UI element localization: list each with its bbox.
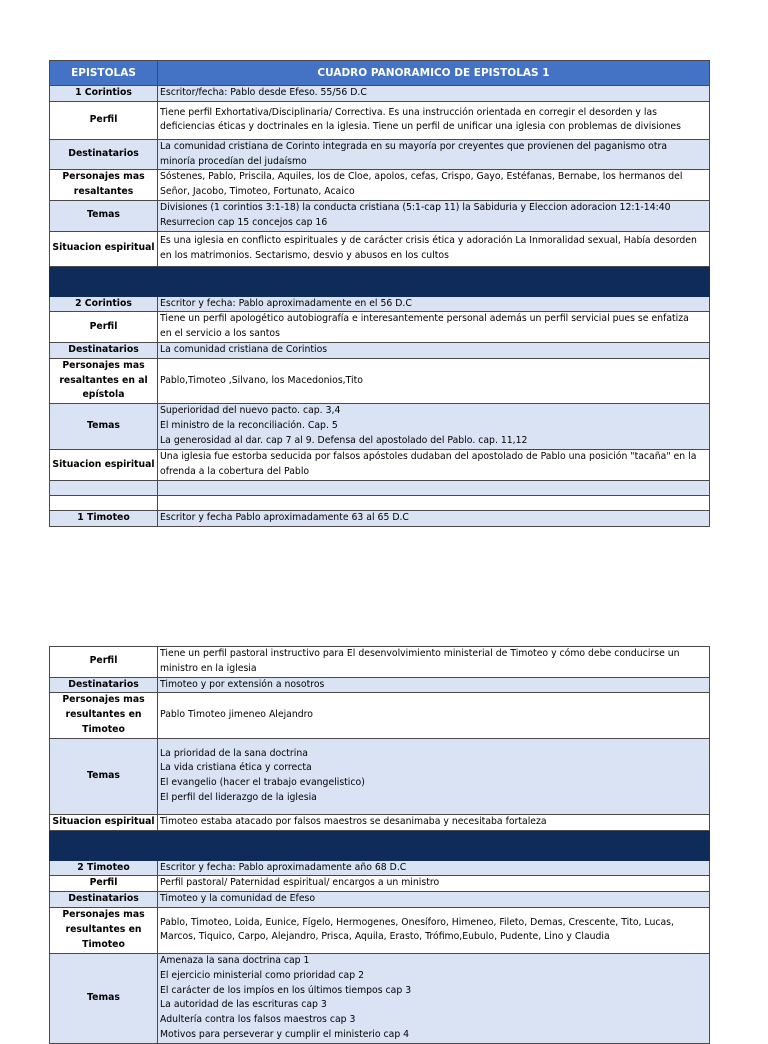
text-line: La autoridad de las escrituras cap 3: [160, 999, 327, 1011]
label-line: Timoteo: [82, 938, 125, 950]
situacion-cell: [158, 231, 710, 266]
table-row: [50, 450, 710, 481]
destinatarios-cell: Timoteo y por extensión a nosotros: [158, 677, 710, 693]
destinatarios-cell: La comunidad cristiana de Corintios: [158, 342, 710, 358]
destinatarios-cell: Timoteo y la comunidad de Efeso: [158, 892, 710, 908]
temas-cell: [158, 953, 710, 1043]
table-row: [50, 231, 710, 266]
row-label-destinatarios: Destinatarios: [50, 342, 158, 358]
row-label-perfil: Perfil: [50, 647, 158, 678]
text-line: ofrenda a la cobertura del Pablo: [160, 465, 310, 477]
label-line: resaltantes en al: [59, 374, 148, 386]
table-row: [50, 647, 710, 678]
personajes-cell: Pablo Timoteo jimeneo Alejandro: [158, 693, 710, 738]
text-line: El ejercicio ministerial como prioridad cap 2: [160, 969, 364, 981]
table-row: [50, 312, 710, 343]
text-line: Sóstenes, Pablo, Priscila, Aquiles, los de Cloe, apolos, cefas, Crispo, Gayo, Estéfanas, Bernabe, los hermanos del: [160, 171, 683, 183]
text-line: Una iglesia fue estorba seducida por falsos apóstoles dudaban del apostolado de Pablo una posición "tacaña" en la: [160, 451, 697, 463]
epistle-title-2-timoteo: 2 Timoteo: [50, 860, 158, 876]
row-label-temas: Temas: [50, 404, 158, 450]
table-row: [50, 342, 710, 358]
separator-row: [50, 266, 710, 281]
temas-cell: [158, 404, 710, 450]
label-line: resultantes en: [65, 709, 142, 721]
personajes-cell: [158, 907, 710, 953]
perfil-cell: [158, 647, 710, 678]
row-label-destinatarios: Destinatarios: [50, 139, 158, 170]
table-row: [50, 404, 710, 450]
text-line: Tiene perfil Exhortativa/Disciplinaria/ Correctiva. Es una instrucción orientada en corregir el desorden y las: [160, 106, 658, 118]
table-row: [50, 907, 710, 953]
label-line: epístola: [82, 389, 125, 401]
label-line: Personajes mas: [62, 359, 145, 371]
row-label-destinatarios: Destinatarios: [50, 892, 158, 908]
personajes-cell: [158, 170, 710, 201]
text-line: minoría procedían del judaísmo: [160, 155, 307, 167]
personajes-cell: Pablo,Timoteo ,Silvano, los Macedonios,Tito: [158, 358, 710, 403]
text-line: Es una iglesia en conflicto espirituales y de carácter crisis ética y adoración La Inmoralidad sexual, Había desorden: [160, 234, 697, 246]
separator-row: [50, 281, 710, 296]
escritor-cell: Escritor/fecha: Pablo desde Efeso. 55/56 D.C: [158, 86, 710, 102]
perfil-cell: [158, 312, 710, 343]
table-row: [50, 876, 710, 892]
text-line: El evangelio (hacer el trabajo evangelistico): [160, 777, 365, 789]
text-line: deficiencias éticas y doctrinales en la iglesia. Tiene un perfil de unificar una iglesia con problemas de divisiones: [160, 121, 681, 133]
table-row: [50, 892, 710, 908]
temas-cell: [158, 738, 710, 814]
label-line: resultantes en: [65, 924, 142, 936]
text-line: Pablo, Timoteo, Loida, Eunice, Fígelo, Hermogenes, Onesíforo, Himeneo, Fileto, Demas, Crescente, Tito, Lucas,: [160, 916, 674, 928]
header-cuadro-panoramico: CUADRO PANORAMICO DE EPISTOLAS 1: [158, 61, 710, 86]
row-label-perfil: Perfil: [50, 312, 158, 343]
label-line: Personajes mas: [62, 171, 145, 183]
label-line: Personajes mas: [62, 909, 145, 921]
text-line: Divisiones (1 corintios 3:1-18) la conducta cristiana (5:1-cap 11) la Sabiduria y Eleccion adoracion 12:1-14:40: [160, 201, 671, 213]
escritor-cell: Escritor y fecha Pablo aproximadamente 63 al 65 D.C: [158, 510, 710, 526]
situacion-cell: Timoteo estaba atacado por falsos maestros se desanimaba y necesitaba fortaleza: [158, 814, 710, 830]
text-line: Amenaza la sana doctrina cap 1: [160, 955, 310, 967]
table-row: [50, 358, 710, 403]
escritor-cell: Escritor y fecha: Pablo aproximadamente año 68 D.C: [158, 860, 710, 876]
text-line: Resurrecion cap 15 concejos cap 16: [160, 216, 328, 228]
destinatarios-cell: [158, 139, 710, 170]
row-label-situacion: Situacion espiritual: [50, 450, 158, 481]
row-label-temas: Temas: [50, 200, 158, 231]
row-label-personajes: [50, 693, 158, 738]
text-line: Superioridad del nuevo pacto. cap. 3,4: [160, 405, 341, 417]
table-row: [50, 170, 710, 201]
text-line: Tiene un perfil apologético autobiografía e interesantemente personal además un perfil servicial pues se enfatiza: [160, 313, 689, 325]
escritor-cell: Escritor y fecha: Pablo aproximadamente en el 56 D.C: [158, 296, 710, 312]
text-line: Adultería contra los falsos maestros cap 3: [160, 1014, 356, 1026]
text-line: Motivos para perseverar y cumplir el ministerio cap 4: [160, 1029, 410, 1041]
epistle-title-1-timoteo: 1 Timoteo: [50, 510, 158, 526]
table-row: [50, 86, 710, 102]
separator-row: [50, 845, 710, 860]
empty-row: [50, 495, 710, 510]
label-line: Timoteo: [82, 723, 125, 735]
table-row: [50, 693, 710, 738]
table-header-row: [50, 61, 710, 86]
text-line: Tiene un perfil pastoral instructivo para El desenvolvimiento ministerial de Timoteo y cómo debe conducirse un: [160, 648, 680, 659]
text-line: La vida cristiana ética y correcta: [160, 762, 312, 774]
epistles-table-1: [49, 60, 710, 527]
epistle-title-2-corintios: 2 Corintios: [50, 296, 158, 312]
row-label-personajes: [50, 358, 158, 403]
situacion-cell: [158, 450, 710, 481]
row-label-temas: Temas: [50, 953, 158, 1043]
epistles-table-2: [49, 646, 710, 1044]
empty-row: [50, 480, 710, 495]
perfil-cell: [158, 101, 710, 139]
text-line: El carácter de los impíos en los últimos tiempos cap 3: [160, 984, 412, 996]
label-line: resaltantes: [73, 186, 134, 198]
table-row: [50, 738, 710, 814]
table-row: [50, 953, 710, 1043]
text-line: Marcos, Tiquico, Carpo, Alejandro, Prisca, Aquila, Erasto, Trófimo,Eubulo, Pudente, Lino y Claudia: [160, 931, 610, 943]
header-epistolas: EPISTOLAS: [50, 61, 158, 86]
row-label-perfil: Perfil: [50, 101, 158, 139]
row-label-situacion: Situacion espiritual: [50, 231, 158, 266]
table-row: [50, 860, 710, 876]
text-line: La prioridad de la sana doctrina: [160, 747, 308, 759]
table-row: [50, 139, 710, 170]
text-line: El ministro de la reconciliación. Cap. 5: [160, 420, 338, 432]
text-line: en el servicio a los santos: [160, 328, 280, 340]
text-line: La comunidad cristiana de Corinto integrada en su mayoría por creyentes que provienen del paganismo otra: [160, 140, 668, 152]
epistle-title-1-corintios: 1 Corintios: [50, 86, 158, 102]
separator-row: [50, 830, 710, 845]
row-label-destinatarios: Destinatarios: [50, 677, 158, 693]
table-row: [50, 101, 710, 139]
row-label-personajes: [50, 170, 158, 201]
perfil-cell: Perfil pastoral/ Paternidad espiritual/ encargos a un ministro: [158, 876, 710, 892]
text-line: en los matrimonios. Sectarismo, desvio y abusos en los cultos: [160, 249, 449, 261]
row-label-temas: Temas: [50, 738, 158, 814]
row-label-perfil: Perfil: [50, 876, 158, 892]
row-label-personajes: [50, 907, 158, 953]
text-line: Señor, Jacobo, Timoteo, Fortunato, Acaico: [160, 186, 355, 198]
table-row: [50, 296, 710, 312]
temas-cell: [158, 200, 710, 231]
row-label-situacion: Situacion espiritual: [50, 814, 158, 830]
table-row: [50, 510, 710, 526]
label-line: Personajes mas: [62, 694, 145, 706]
text-line: El perfil del liderazgo de la iglesia: [160, 792, 317, 804]
table-row: [50, 200, 710, 231]
table-row: [50, 677, 710, 693]
text-line: ministro en la iglesia: [160, 662, 257, 674]
text-line: La generosidad al dar. cap 7 al 9. Defensa del apostolado del Pablo. cap. 11,12: [160, 435, 528, 447]
table-row: [50, 814, 710, 830]
